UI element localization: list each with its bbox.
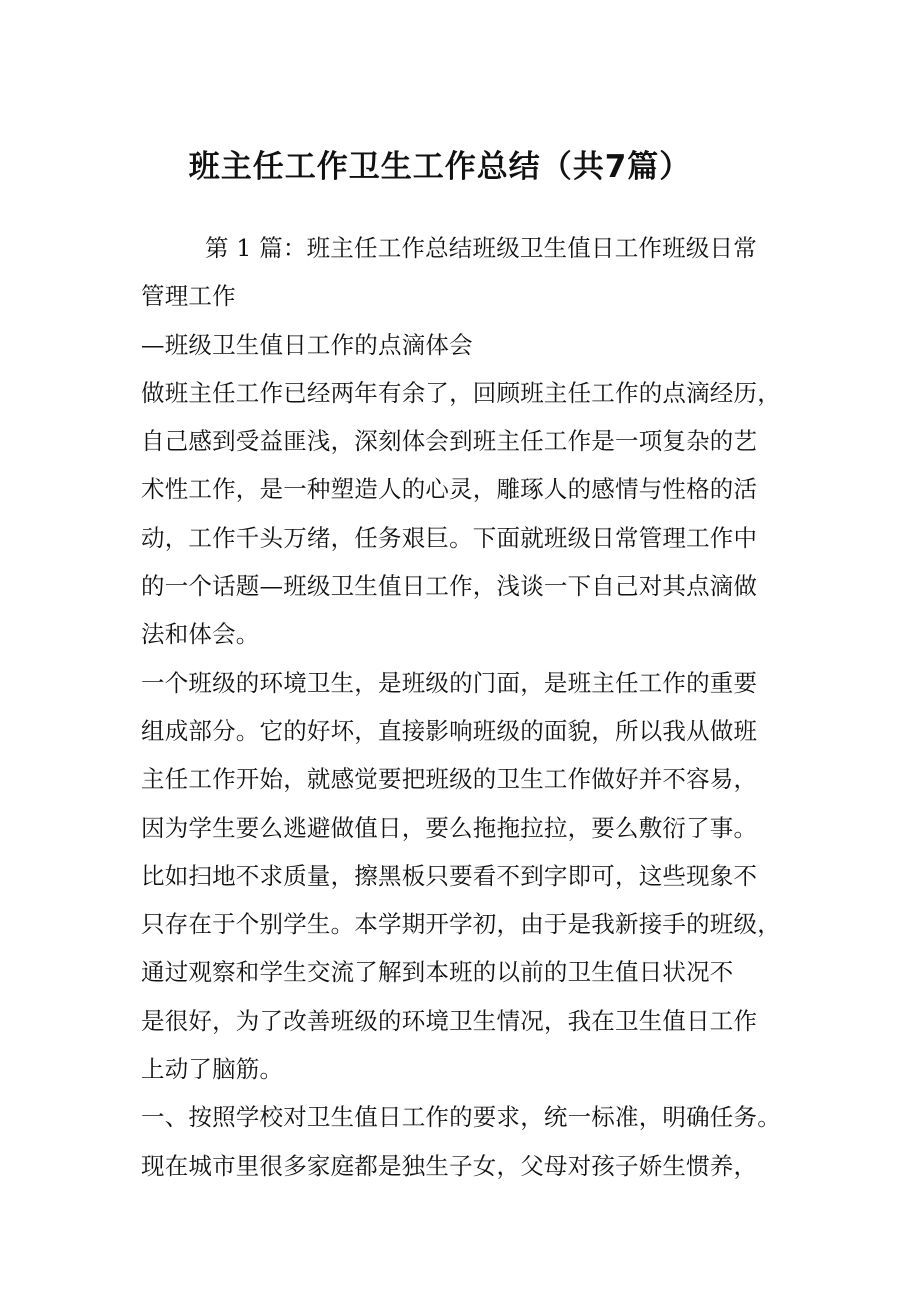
paragraph-line: 只存在于个别学生。本学期开学初，由于是我新接手的班级，: [141, 910, 781, 939]
paragraph-line: 一、按照学校对卫生值日工作的要求，统一标准，明确任务。: [141, 1103, 781, 1132]
paragraph-line: 自己感到受益匪浅，深刻体会到班主任工作是一项复杂的艺: [141, 427, 758, 456]
paragraph-line: 的一个话题—班级卫生值日工作，浅谈一下自己对其点滴做: [141, 572, 758, 601]
paragraph-line: 是很好，为了改善班级的环境卫生情况，我在卫生值日工作: [141, 1006, 758, 1035]
paragraph-line: 因为学生要么逃避做值日，要么拖拖拉拉，要么敷衍了事。: [141, 813, 758, 842]
paragraph-line: 法和体会。: [141, 620, 260, 649]
paragraph-line: 一个班级的环境卫生，是班级的门面，是班主任工作的重要: [141, 668, 758, 697]
paragraph-line: 现在城市里很多家庭都是独生子女，父母对孩子娇生惯养，: [141, 1151, 758, 1180]
paragraph-line: 组成部分。它的好坏，直接影响班级的面貌，所以我从做班: [141, 716, 758, 745]
paragraph-line: 通过观察和学生交流了解到本班的以前的卫生值日状况不: [141, 958, 734, 987]
document-body: [141, 224, 791, 1190]
paragraph-line: 上动了脑筋。: [141, 1055, 284, 1084]
paragraph-line: 做班主任工作已经两年有余了，回顾班主任工作的点滴经历，: [141, 378, 781, 407]
paragraph-line: 动，工作千头万绪，任务艰巨。下面就班级日常管理工作中: [141, 523, 758, 552]
document-title: 班主任工作卫生工作总结（共7篇）: [188, 149, 692, 185]
paragraph-line: —班级卫生值日工作的点滴体会: [141, 330, 473, 359]
paragraph-line: 主任工作开始，就感觉要把班级的卫生工作做好并不容易，: [141, 765, 758, 794]
paragraph-line: 第 1 篇：班主任工作总结班级卫生值日工作班级日常: [205, 234, 757, 262]
paragraph-line: 比如扫地不求质量，擦黑板只要看不到字即可，这些现象不: [141, 861, 758, 890]
paragraph-line: 管理工作: [141, 282, 236, 311]
paragraph-line: 术性工作，是一种塑造人的心灵，雕琢人的感情与性格的活: [141, 475, 758, 504]
